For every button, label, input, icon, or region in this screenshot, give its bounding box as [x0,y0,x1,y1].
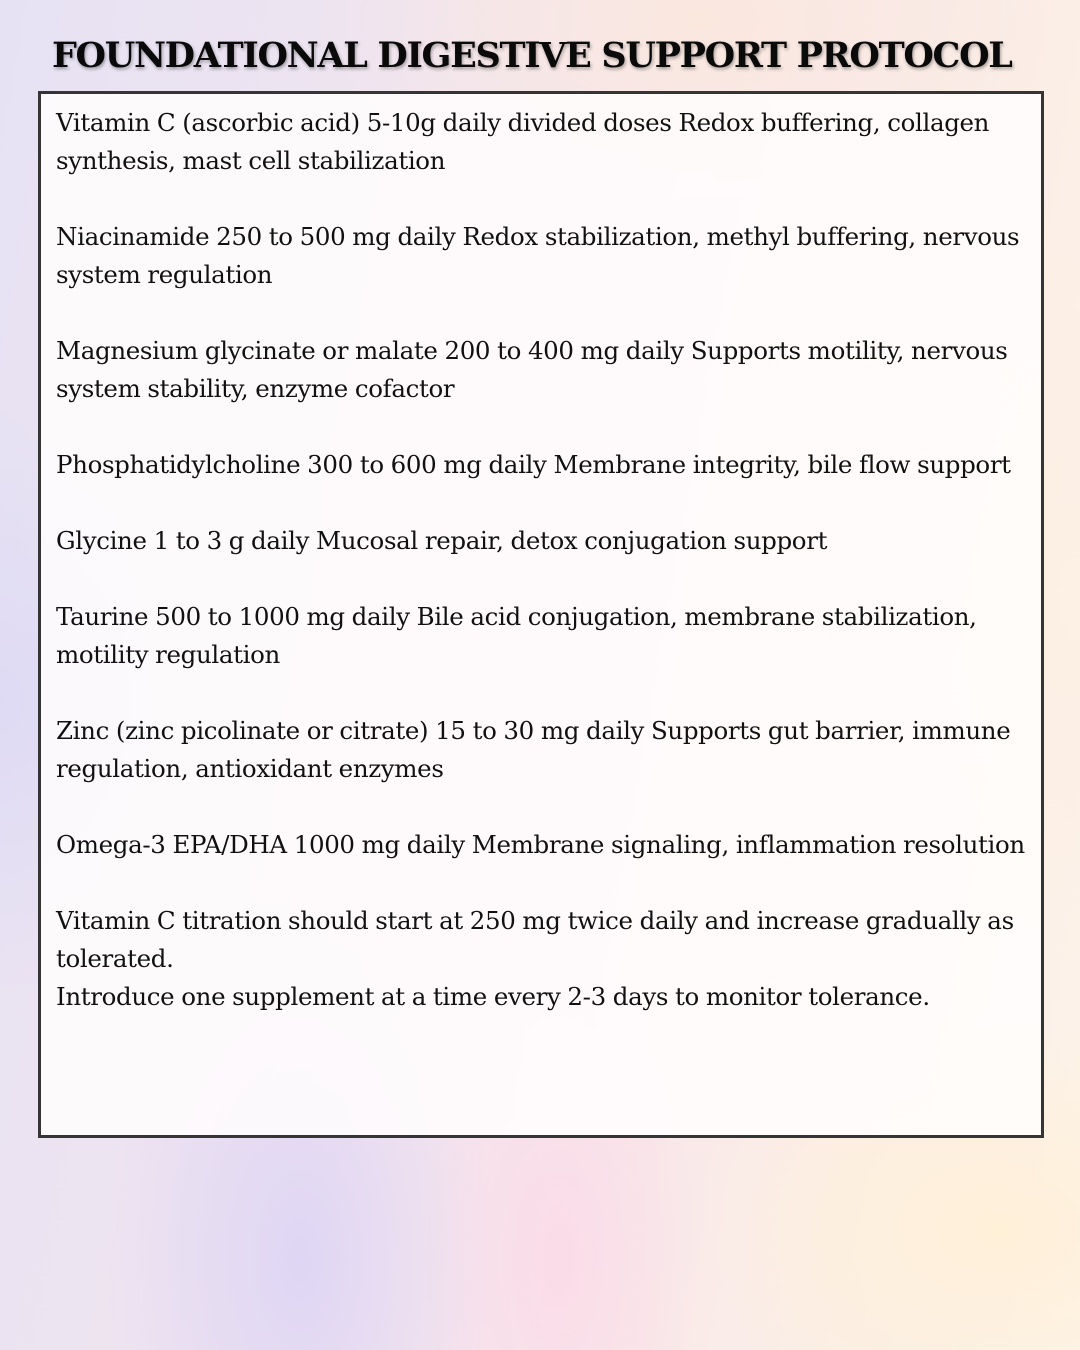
supplement-item-omega-3: Omega-3 EPA/DHA 1000 mg daily Membrane signaling, inflammation resolution [56,830,1025,859]
protocol-box [38,91,1044,1138]
protocol-list [56,104,1036,1016]
supplement-item-niacinamide: Niacinamide 250 to 500 mg daily Redox stabilization, methyl buffering, nervous system regulation [56,222,1020,289]
note-introduce-gradually: Introduce one supplement at a time every 2-3 days to monitor tolerance. [56,982,930,1011]
note-vitamin-c-titration: Vitamin C titration should start at 250 mg twice daily and increase gradually as tolerated. [56,906,1014,973]
protocol-notes [56,902,1036,1016]
page-title: FOUNDATIONAL DIGESTIVE SUPPORT PROTOCOL [52,35,1012,76]
supplement-item-vitamin-c: Vitamin C (ascorbic acid) 5-10g daily divided doses Redox buffering, collagen synthesis, mast cell stabilization [56,108,990,175]
supplement-item-taurine: Taurine 500 to 1000 mg daily Bile acid conjugation, membrane stabilization, motility regulation [56,602,977,669]
supplement-item-zinc: Zinc (zinc picolinate or citrate) 15 to 30 mg daily Supports gut barrier, immune regulation, antioxidant enzymes [56,716,1011,783]
supplement-item-phosphatidylcholine: Phosphatidylcholine 300 to 600 mg daily Membrane integrity, bile flow support [56,450,1011,479]
supplement-item-magnesium: Magnesium glycinate or malate 200 to 400 mg daily Supports motility, nervous system stability, enzyme cofactor [56,336,1008,403]
supplement-item-glycine: Glycine 1 to 3 g daily Mucosal repair, detox conjugation support [56,526,828,555]
